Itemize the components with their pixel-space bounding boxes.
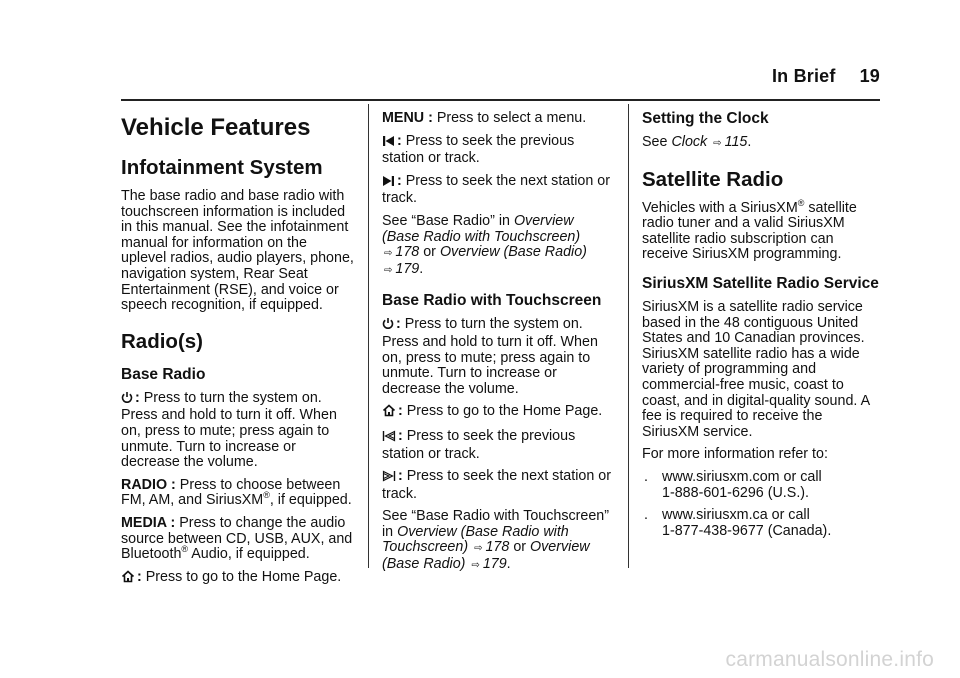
touch-seek-prev-text: Press to seek the previous station or track. xyxy=(382,427,576,462)
see-text: See “Base Radio with Touchscreen” in xyxy=(382,508,610,540)
column-3 xyxy=(642,104,880,546)
media-label: MEDIA : xyxy=(121,514,176,531)
radio-label: RADIO : xyxy=(121,476,176,493)
touch-power-entry: : Press to turn the system on. Press and hold to turn it off. When on, press to mute; press again to unmute. Turn to increase or decrease the volume. xyxy=(382,316,598,397)
seek-prev-entry: : Press to seek the previous station or track. xyxy=(382,132,575,167)
seek-next-text: Press to seek the next station or track. xyxy=(382,172,610,207)
service-text: SiriusXM is a satellite radio service based in the 48 contiguous United States and 10 Canadian provinces. SiriusXM satellite radio has a wide variety of programming and commercial-free music, coast to coast, and in digital-quality sound. A fee is required to receive the SiriusXM service. xyxy=(642,298,870,440)
touch-seek-next-text: Press to seek the next station or track. xyxy=(382,468,611,502)
power-icon xyxy=(382,317,394,335)
home-icon xyxy=(382,404,396,422)
seek-back-outline-icon xyxy=(382,430,396,447)
seek-prev-text: Press to seek the previous station or track. xyxy=(382,132,575,167)
heading-setting-clock: Setting the Clock xyxy=(642,110,769,127)
see-text: See xyxy=(642,134,668,150)
section-title: In Brief xyxy=(771,66,836,86)
touch-seek-next-entry: : Press to seek the next station or track. xyxy=(382,468,611,502)
heading-base-radio-touchscreen: Base Radio with Touchscreen xyxy=(382,292,602,310)
xref-overview-base[interactable]: Overview (Base Radio) xyxy=(382,539,590,573)
seek-back-icon xyxy=(382,135,395,152)
heading-siriusxm-service: SiriusXM Satellite Radio Service xyxy=(642,274,879,292)
xref-page[interactable]: 178 xyxy=(395,244,420,261)
page-number: 19 xyxy=(859,66,880,86)
radio-tail: , if equipped. xyxy=(269,492,352,509)
touch-home-text: Press to go to the Home Page. xyxy=(406,403,603,420)
page-header xyxy=(772,66,880,87)
list-item xyxy=(642,470,880,501)
xref-page[interactable]: 178 xyxy=(485,539,510,556)
contact-us-phone: 1-888-601-6296 (U.S.). xyxy=(662,484,810,501)
xref-overview-touchscreen[interactable]: Overview (Base Radio with Touchscreen) xyxy=(382,212,581,245)
bullet-mark: . xyxy=(644,507,648,524)
home-text: Press to go to the Home Page. xyxy=(145,568,342,585)
home-entry: : Press to go to the Home Page. xyxy=(121,570,355,588)
xref-arrow-icon: ⇨ xyxy=(471,560,480,572)
seek-forward-outline-icon xyxy=(382,470,396,487)
power-icon xyxy=(121,391,133,409)
touch-seek-prev-entry: : Press to seek the previous station or track. xyxy=(382,427,576,462)
xref-page[interactable]: 115 xyxy=(724,134,748,150)
or-text: or xyxy=(423,244,436,261)
power-entry: : Press to turn the system on. Press and hold to turn it off. When on, press to mute; press again to unmute. Turn to increase or decrease the volume. xyxy=(121,389,337,471)
contact-us-link[interactable]: www.siriusxm.com or call xyxy=(662,468,822,485)
column-divider-2 xyxy=(628,104,629,568)
heading-satellite-radio: Satellite Radio xyxy=(642,167,784,191)
xref-arrow-icon: ⇨ xyxy=(384,248,393,260)
seek-next-entry: : Press to seek the next station or track. xyxy=(382,172,610,207)
heading-base-radio: Base Radio xyxy=(121,365,206,383)
power-text: Press to turn the system on. Press and hold to turn it off. When on, press to mute; press again to unmute. Turn to increase or decrease the volume. xyxy=(121,389,337,471)
column-1 xyxy=(121,104,355,594)
contact-list xyxy=(642,470,880,539)
header-rule xyxy=(121,99,880,101)
registered-mark: ® xyxy=(181,544,189,555)
contact-ca-phone: 1-877-438-9677 (Canada). xyxy=(662,522,832,539)
media-entry xyxy=(121,516,355,563)
see-text: See “Base Radio” in xyxy=(382,212,510,229)
heading-vehicle-features: Vehicle Features xyxy=(121,114,311,141)
column-divider-1 xyxy=(368,104,369,568)
infotainment-text: The base radio and base radio with touchscreen information is included in this manual. See the infotainment manual for information on the uplevel radios, audio players, phone, navigation system, Rear Seat Entertainment (RSE), and voice or speech recognition, if equipped. xyxy=(121,188,354,314)
xref-page[interactable]: 179 xyxy=(395,260,420,277)
media-tail: Audio, if equipped. xyxy=(191,546,310,563)
radio-entry xyxy=(121,478,355,509)
see-base-radio: See “Base Radio” in Overview (Base Radio with Touchscreen) ⇨ 178 or Overview (Base Radio) ⇨ 179. xyxy=(382,212,587,277)
xref-overview-touchscreen[interactable]: Overview (Base Radio with Touchscreen) xyxy=(382,523,569,556)
touch-power-text: Press to turn the system on. Press and hold to turn it off. When on, press to mute; press again to unmute. Turn to increase or decrease the volume. xyxy=(382,316,598,397)
or-text: or xyxy=(513,539,527,556)
home-icon xyxy=(121,570,135,588)
satellite-text-b: satellite radio tuner and a valid SiriusXM satellite radio subscription can receive SiriusXM programming. xyxy=(642,199,857,263)
xref-clock[interactable]: Clock xyxy=(671,134,708,150)
see-touchscreen: See “Base Radio with Touchscreen” in Overview (Base Radio with Touchscreen) ⇨ 178 or Overview (Base Radio) ⇨ 179. xyxy=(382,508,610,573)
list-item xyxy=(642,508,880,539)
registered-mark: ® xyxy=(797,197,805,208)
watermark: carmanualsonline.info xyxy=(725,648,934,671)
more-info-text: For more information refer to: xyxy=(642,446,828,463)
heading-infotainment: Infotainment System xyxy=(121,156,323,179)
xref-page[interactable]: 179 xyxy=(482,556,507,573)
menu-entry xyxy=(382,111,614,127)
clock-see: See Clock ⇨ 115. xyxy=(642,134,752,150)
seek-forward-icon xyxy=(382,175,395,192)
heading-radios: Radio(s) xyxy=(121,329,203,353)
menu-label: MENU : xyxy=(382,110,433,126)
satellite-text-a: Vehicles with a SiriusXM xyxy=(642,199,798,216)
xref-arrow-icon: ⇨ xyxy=(474,543,483,555)
touch-home-entry: : Press to go to the Home Page. xyxy=(382,404,614,422)
contact-ca-link[interactable]: www.siriusxm.ca or call xyxy=(662,507,810,524)
registered-mark: ® xyxy=(263,490,270,501)
radio-text: Press to choose between FM, AM, and SiriusXM xyxy=(121,476,341,509)
menu-text: Press to select a menu. xyxy=(436,110,587,126)
satellite-text xyxy=(642,197,880,263)
xref-arrow-icon: ⇨ xyxy=(384,264,393,276)
bullet-mark: . xyxy=(644,468,648,485)
column-2 xyxy=(382,104,614,581)
xref-overview-base[interactable]: Overview (Base Radio) xyxy=(439,244,587,261)
xref-arrow-icon: ⇨ xyxy=(713,138,722,149)
media-text: Press to change the audio source between CD, USB, AUX, and Bluetooth xyxy=(121,514,353,563)
